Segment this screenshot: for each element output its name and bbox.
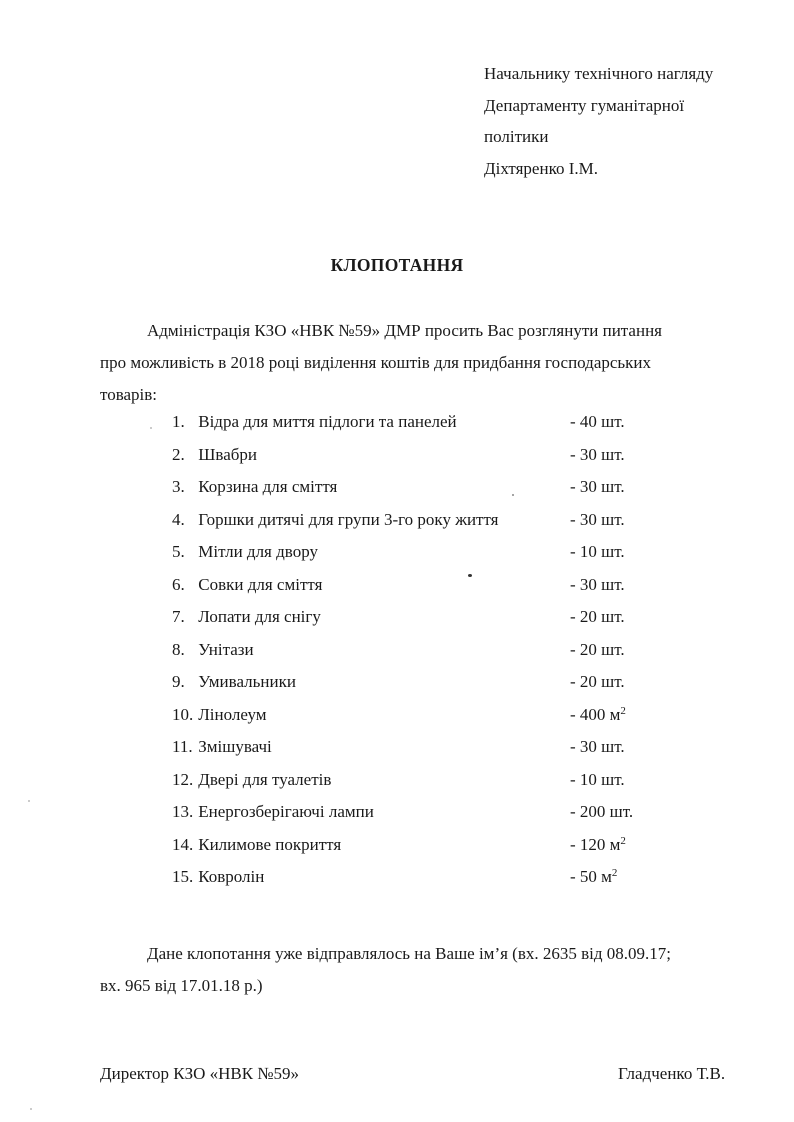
item-number: 6. [172,574,185,594]
item-name: Лінолеум [198,704,267,724]
list-item [0,835,794,865]
scan-speck [468,574,472,577]
item-quantity: - 10 шт. [570,542,625,561]
item-quantity-sup: 2 [620,834,626,847]
item-number: 15. [172,867,194,886]
item-quantity: - 40 шт. [570,412,625,431]
list-item [0,737,794,767]
item-number: 11. [172,737,193,756]
intro-line-1: Адміністрація КЗО «НВК №59» ДМР просить Вас розглянути питання [147,321,662,340]
item-quantity: - 120 м [570,834,621,854]
item-quantity: - 30 шт. [570,477,625,496]
item-quantity-sup: 2 [620,704,626,717]
addressee-block [484,58,713,184]
item-name: Відра для миття підлоги та панелей [198,412,457,431]
list-item [0,477,794,507]
item-quantity: - 30 шт. [570,444,625,464]
item-quantity: - 30 шт. [570,509,625,529]
list-item [0,412,794,442]
scan-speck [30,1108,32,1110]
signature-name: Гладченко Т.В. [618,1064,726,1083]
note-line-2: вх. 965 від 17.01.18 р.) [100,976,263,995]
item-number: 8. [172,639,185,659]
note-paragraph [100,938,750,1002]
list-item [0,802,794,832]
item-number: 2. [172,444,185,464]
addressee-line-1: Начальнику технічного нагляду [484,64,714,83]
intro-paragraph [100,315,740,411]
item-number: 9. [172,672,185,691]
item-name: Умивальники [198,672,296,691]
list-item [0,705,794,735]
item-number: 3. [172,477,185,496]
list-item [0,672,794,702]
item-name: Двері для туалетів [198,769,332,789]
list-item [0,867,794,897]
item-name: Змішувачі [198,737,272,756]
item-number: 13. [172,802,194,821]
item-number: 1. [172,412,185,431]
intro-line-2: про можливість в 2018 році виділення коштів для придбання господарських [100,353,652,372]
item-number: 5. [172,542,185,561]
list-item [0,510,794,540]
item-name: Корзина для сміття [198,477,338,496]
list-item [0,445,794,475]
item-number: 7. [172,607,185,626]
list-item [0,542,794,572]
item-quantity: - 200 шт. [570,802,634,821]
item-number: 12. [172,769,194,789]
item-quantity-sup: 2 [611,867,618,879]
addressee-line-2: Департаменту гуманітарної [484,95,685,115]
item-quantity: - 400 м [570,704,621,724]
item-name: Ковролін [198,867,265,886]
item-name: Горшки дитячі для групи 3-го року життя [198,509,499,529]
item-name: Килимове покриття [198,834,342,854]
scan-speck [28,800,30,802]
signature-position: Директор КЗО «НВК №59» [100,1064,300,1083]
item-name: Мітли для двору [198,542,318,561]
item-name: Лопати для снігу [198,607,321,626]
item-name: Совки для сміття [198,574,323,594]
item-number: 14. [172,834,194,854]
list-item [0,770,794,800]
note-line-1: Дане клопотання уже відправлялось на Ваше ім’я (вх. 2635 від 08.09.17; [147,944,671,963]
intro-line-3: товарів: [100,385,158,404]
list-item [0,607,794,637]
item-number: 4. [172,509,185,529]
scan-speck [150,427,152,429]
item-quantity: - 10 шт. [570,769,625,789]
item-name: Унітази [198,639,254,659]
item-name: Швабри [198,444,257,464]
list-item [0,640,794,670]
item-number: 10. [172,704,194,724]
document-title: КЛОПОТАННЯ [330,255,464,275]
addressee-line-4: Діхтяренко І.М. [484,158,598,178]
item-name: Енергозберігаючі лампи [198,802,374,821]
addressee-line-3: політики [484,127,549,146]
item-quantity: - 20 шт. [570,607,625,626]
scan-speck [512,494,514,496]
item-quantity: - 20 шт. [570,639,625,659]
item-quantity: - 30 шт. [570,737,625,756]
item-quantity: - 50 м [570,867,612,886]
item-quantity: - 20 шт. [570,672,625,691]
item-quantity: - 30 шт. [570,574,625,594]
list-item [0,575,794,605]
